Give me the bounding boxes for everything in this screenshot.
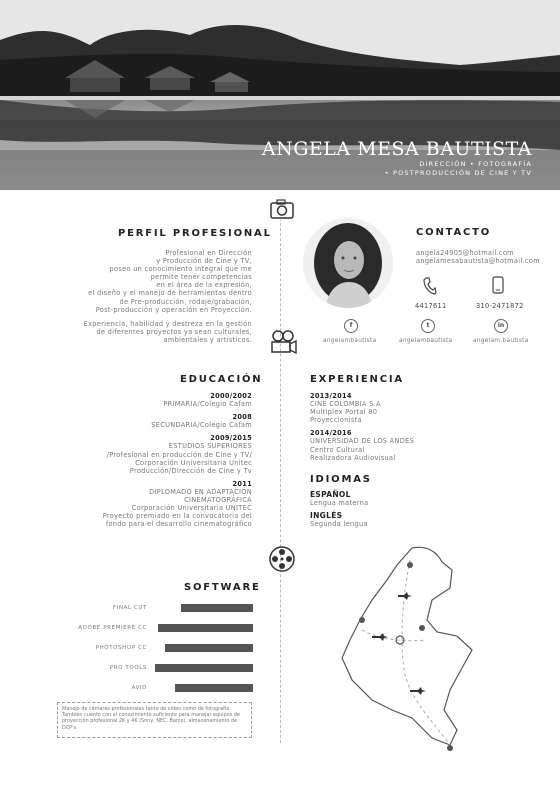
- software-level-bar: [155, 664, 253, 672]
- software-label: AVID: [131, 685, 147, 691]
- education-line: DIPLOMADO EN ADAPTACIÓN: [149, 487, 252, 496]
- experience-line: Realizadora Audiovisual: [310, 453, 396, 462]
- facebook-handle: angelambautista: [323, 338, 377, 344]
- facebook-icon[interactable]: f: [344, 319, 358, 333]
- section-title-educacion: EDUCACIÓN: [180, 374, 263, 385]
- phone-icon: [423, 277, 437, 299]
- perfil-line: Profesional en Dirección: [165, 249, 252, 257]
- experience-line: Multiplex Portal 80: [310, 408, 378, 417]
- mobile-number[interactable]: 310-2471872: [476, 302, 524, 310]
- experience-line: Proyeccionista: [310, 416, 362, 425]
- section-title-contacto: CONTACTO: [416, 227, 492, 238]
- education-line: Proyecto premiado en la convocatoria del: [102, 512, 252, 521]
- linkedin-icon[interactable]: in: [494, 319, 508, 333]
- software-label: ADOBE PREMIERE CC: [78, 625, 147, 631]
- perfil-line: en el área de la expresión,: [156, 281, 252, 290]
- perfil-line: ambientales y artísticos.: [163, 335, 252, 344]
- colombia-map: [332, 540, 497, 759]
- language-level: Segunda lengua: [310, 520, 368, 529]
- experience-line: CINE COLOMBIA S.A: [310, 400, 381, 409]
- software-label: PHOTOSHOP CC: [95, 645, 147, 651]
- perfil-line: poseo un conocimiento integral que me: [109, 265, 252, 274]
- perfil-line: el diseño y el manejo de herramientas dentro: [88, 289, 252, 298]
- software-note: Manejo de cámaras profesionales tanto de video como de fotografía. También cuento con el conocimiento suficiente para manejar equipos de proyección profesional 2K y 4K (Sony, NEC, Barco), almacenamiento de DCP's.: [57, 702, 252, 738]
- header-banner: [0, 0, 560, 190]
- software-level-bar: [165, 644, 253, 652]
- section-title-experiencia: EXPERIENCIA: [310, 374, 404, 385]
- education-line: SECUNDARIA/Colegio Cafam: [151, 421, 252, 430]
- software-level-bar: [181, 604, 253, 612]
- perfil-line: de diferentes proyectos ya sean culturales,: [96, 327, 252, 336]
- twitter-icon[interactable]: t: [421, 319, 435, 333]
- role-line: DIRECCIÓN • FOTOGRAFÍA: [419, 160, 532, 168]
- experience-line: Centro Cultural: [310, 445, 365, 454]
- education-line: ESTUDIOS SUPERIORES: [168, 442, 252, 451]
- perfil-text: [60, 249, 252, 344]
- perfil-line: permite tener competencias: [150, 273, 252, 282]
- education-year: 2000/2002: [210, 392, 252, 400]
- camera-icon: [269, 198, 295, 220]
- perfil-line: Post-producción y operación en Proyección.: [95, 305, 252, 314]
- education-line: /Profesional en producción de Cine y TV/: [106, 450, 252, 459]
- education-year: 2008: [232, 413, 252, 422]
- film-camera-icon: [268, 329, 298, 363]
- role-line: • POSTPRODUCCIÓN DE CINE Y TV: [384, 169, 532, 177]
- software-level-bar: [175, 684, 253, 692]
- perfil-line: de Pre-producción, rodaje/grabación,: [119, 297, 252, 306]
- software-level-bar: [158, 624, 253, 632]
- perfil-line: y Producción de Cine y TV,: [156, 257, 252, 266]
- language-list: [310, 491, 510, 528]
- experience-year: 2013/2014: [310, 392, 352, 400]
- email-secondary[interactable]: angelamesabautista@hotmail.com: [416, 257, 540, 265]
- education-year: 2009/2015: [210, 434, 252, 443]
- education-line: Corporación Universitaria UNITEC: [131, 504, 252, 513]
- education-line: Producción/Dirección de Cine y Tv: [129, 466, 252, 475]
- language-name: ESPAÑOL: [310, 490, 351, 499]
- section-title-idiomas: IDIOMAS: [310, 474, 372, 485]
- mobile-icon: [492, 276, 504, 298]
- education-line: PRIMARIA/Colegio Cafam: [163, 400, 252, 409]
- experience-year: 2014/2016: [310, 429, 352, 438]
- twitter-handle: angelambautista: [399, 338, 453, 344]
- phone-number[interactable]: 4417611: [415, 302, 447, 310]
- film-reel-icon: [268, 545, 296, 577]
- education-line: fondo para el desarrollo cinematográfico: [105, 520, 252, 529]
- role-list: [385, 160, 532, 178]
- person-name: ANGELA MESA BAUTISTA: [261, 138, 532, 160]
- education-year: 2011: [232, 479, 252, 488]
- section-title-perfil: PERFIL PROFESIONAL: [118, 228, 272, 239]
- education-line: Corporación Universitaria Unitec: [135, 458, 252, 467]
- section-title-software: SOFTWARE: [184, 582, 261, 593]
- experience-line: UNIVERSIDAD DE LOS ANDES: [310, 437, 415, 446]
- education-line: CINEMATOGRÁFICA: [184, 496, 252, 505]
- email-primary[interactable]: angela24905@hotmail.com: [416, 249, 514, 257]
- language-name: INGLÉS: [310, 511, 343, 521]
- software-label: PRO TOOLS: [109, 665, 147, 671]
- education-list: [60, 392, 252, 528]
- language-level: Lengua materna: [310, 499, 369, 508]
- experience-list: [310, 392, 510, 462]
- perfil-line: Experiencia, habilidad y destreza en la gestión: [83, 319, 252, 328]
- avatar: [303, 218, 393, 308]
- software-label: FINAL CUT: [112, 605, 147, 611]
- linkedin-handle: angelam.bautista: [473, 338, 529, 344]
- timeline-divider: [280, 218, 281, 743]
